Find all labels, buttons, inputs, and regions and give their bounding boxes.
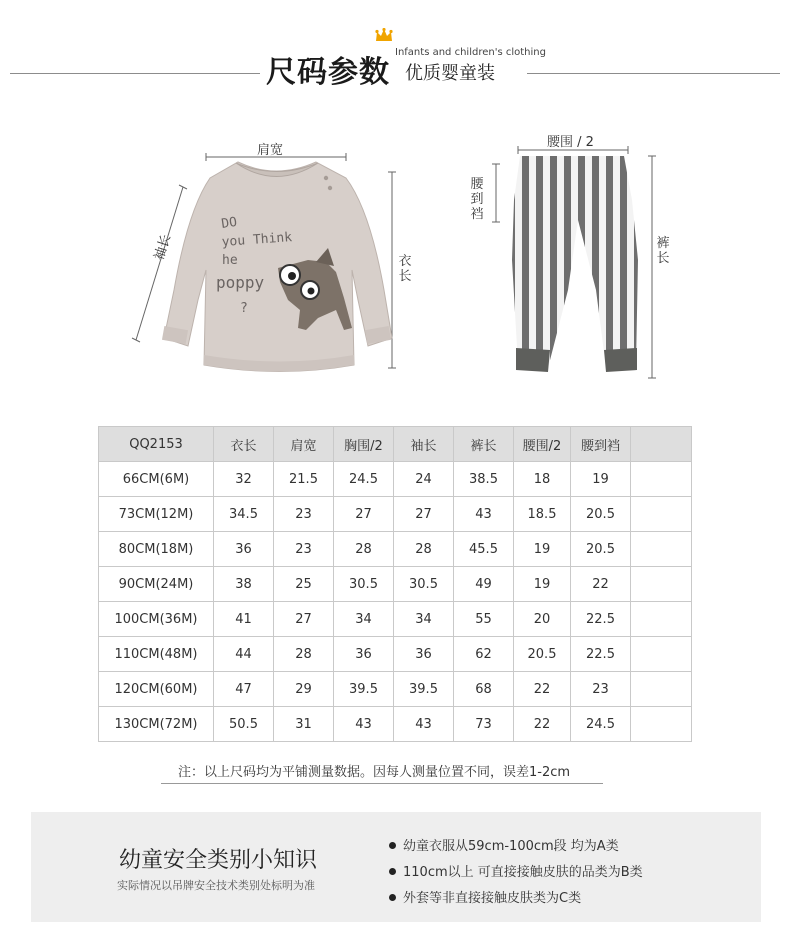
table-row xyxy=(99,532,692,567)
column-header xyxy=(631,427,692,462)
size-cell: 110CM(48M) xyxy=(99,637,214,672)
size-cell: 130CM(72M) xyxy=(99,707,214,742)
measurement-cell: 19 xyxy=(514,532,571,567)
info-bullet-text: 110cm以上 可直接接触皮肤的品类为B类 xyxy=(403,865,643,880)
size-cell: 66CM(6M) xyxy=(99,462,214,497)
rise-measure-line xyxy=(492,164,500,222)
bullet-icon xyxy=(389,868,396,875)
measurement-cell: 28 xyxy=(334,532,394,567)
measurement-cell: 23 xyxy=(274,497,334,532)
measurement-cell: 28 xyxy=(274,637,334,672)
info-box-title: 幼童安全类别小知识 xyxy=(119,848,318,873)
pants-figure xyxy=(480,140,660,385)
column-header: 衣长 xyxy=(214,427,274,462)
size-cell: 73CM(12M) xyxy=(99,497,214,532)
length-label: 衣长 xyxy=(398,254,412,284)
measurement-cell: 20.5 xyxy=(514,637,571,672)
table-row xyxy=(99,497,692,532)
bullet-icon xyxy=(389,894,396,901)
measurement-cell xyxy=(631,497,692,532)
table-row xyxy=(99,672,692,707)
measurement-cell: 22 xyxy=(514,707,571,742)
measurement-cell: 19 xyxy=(514,567,571,602)
table-row xyxy=(99,637,692,672)
measurement-cell: 21.5 xyxy=(274,462,334,497)
measurement-cell: 22 xyxy=(571,567,631,602)
subtitle-english: Infants and children's clothing xyxy=(395,47,546,58)
pants-length-measure-line xyxy=(648,156,656,378)
print-line-5: ? xyxy=(240,301,248,316)
page-title: 尺码参数 xyxy=(266,55,390,90)
measurement-cell: 24.5 xyxy=(334,462,394,497)
measurement-cell: 62 xyxy=(454,637,514,672)
info-bullet-text: 幼童衣服从59cm-100cm段 均为A类 xyxy=(403,839,619,854)
shoulder-label: 肩宽 xyxy=(257,143,284,158)
measurement-cell: 68 xyxy=(454,672,514,707)
measurement-cell: 31 xyxy=(274,707,334,742)
measurement-cell: 29 xyxy=(274,672,334,707)
waist-measure-line xyxy=(518,146,628,154)
measurement-cell xyxy=(631,707,692,742)
header-rule-right xyxy=(527,73,780,74)
shoulder-measure-line xyxy=(206,153,346,161)
size-cell: 120CM(60M) xyxy=(99,672,214,707)
measurement-cell: 23 xyxy=(571,672,631,707)
subtitle-chinese: 优质婴童装 xyxy=(405,63,495,84)
measurement-cell xyxy=(631,567,692,602)
bullet-icon xyxy=(389,842,396,849)
measurement-cell: 28 xyxy=(394,532,454,567)
left-cuff xyxy=(516,348,550,372)
measurement-cell: 27 xyxy=(394,497,454,532)
measurement-cell: 55 xyxy=(454,602,514,637)
measurement-cell: 30.5 xyxy=(394,567,454,602)
header-rule-left xyxy=(10,73,260,74)
measurement-cell: 18 xyxy=(514,462,571,497)
info-bullet-text: 外套等非直接接触皮肤类为C类 xyxy=(403,891,582,906)
info-bullet xyxy=(389,887,581,906)
measurement-cell: 32 xyxy=(214,462,274,497)
measurement-cell xyxy=(631,462,692,497)
measurement-cell: 23 xyxy=(274,532,334,567)
measurement-cell: 39.5 xyxy=(394,672,454,707)
shirt-figure xyxy=(130,150,430,385)
table-row xyxy=(99,567,692,602)
measurement-note: 注：以上尺码均为平铺测量数据。因每人测量位置不同，误差1-2cm xyxy=(178,765,571,780)
crown-icon xyxy=(374,28,394,44)
safety-info-box xyxy=(31,812,761,922)
table-row xyxy=(99,707,692,742)
measurement-cell: 24 xyxy=(394,462,454,497)
measurement-cell: 20.5 xyxy=(571,497,631,532)
measurement-cell: 20.5 xyxy=(571,532,631,567)
measurement-cell: 19 xyxy=(571,462,631,497)
info-bullet xyxy=(389,861,643,880)
measurement-cell: 22 xyxy=(514,672,571,707)
column-header: 袖长 xyxy=(394,427,454,462)
measurement-cell: 47 xyxy=(214,672,274,707)
measurement-cell: 24.5 xyxy=(571,707,631,742)
measurement-cell: 41 xyxy=(214,602,274,637)
rise-label: 腰到裆 xyxy=(470,177,484,222)
measurement-cell: 22.5 xyxy=(571,637,631,672)
style-code-header: QQ2153 xyxy=(99,427,214,462)
sleeve-label: 袖长 xyxy=(151,232,175,263)
measurement-cell: 36 xyxy=(394,637,454,672)
table-header-row xyxy=(99,427,692,462)
print-line-1: DO xyxy=(220,214,239,232)
measurement-cell xyxy=(631,637,692,672)
measurement-cell: 27 xyxy=(334,497,394,532)
measurement-cell: 49 xyxy=(454,567,514,602)
info-bullet xyxy=(389,835,619,854)
size-table xyxy=(98,426,692,742)
measurement-cell: 73 xyxy=(454,707,514,742)
print-line-4: poppy xyxy=(216,273,265,292)
measurement-cell: 22.5 xyxy=(571,602,631,637)
note-underline xyxy=(161,783,603,784)
right-cuff xyxy=(604,348,637,372)
measurement-cell: 34 xyxy=(334,602,394,637)
column-header: 裤长 xyxy=(454,427,514,462)
column-header: 肩宽 xyxy=(274,427,334,462)
table-row xyxy=(99,462,692,497)
measurement-cell: 36 xyxy=(214,532,274,567)
size-cell: 90CM(24M) xyxy=(99,567,214,602)
column-header: 腰到裆 xyxy=(571,427,631,462)
measurement-cell: 39.5 xyxy=(334,672,394,707)
measurement-cell xyxy=(631,672,692,707)
measurement-cell: 20 xyxy=(514,602,571,637)
measurement-cell: 34.5 xyxy=(214,497,274,532)
measurement-cell: 34 xyxy=(394,602,454,637)
column-header: 胸围/2 xyxy=(334,427,394,462)
measurement-cell xyxy=(631,602,692,637)
column-header: 腰围/2 xyxy=(514,427,571,462)
measurement-cell: 43 xyxy=(454,497,514,532)
size-cell: 100CM(36M) xyxy=(99,602,214,637)
waist-label: 腰围 / 2 xyxy=(547,135,594,150)
measurement-cell: 43 xyxy=(394,707,454,742)
measurement-cell: 18.5 xyxy=(514,497,571,532)
table-row xyxy=(99,602,692,637)
pants-length-label: 裤长 xyxy=(656,236,670,266)
measurement-cell: 36 xyxy=(334,637,394,672)
measurement-cell: 27 xyxy=(274,602,334,637)
measurement-cell: 25 xyxy=(274,567,334,602)
print-line-2: you Think xyxy=(221,230,293,250)
measurement-cell xyxy=(631,532,692,567)
measurement-cell: 38.5 xyxy=(454,462,514,497)
measurement-cell: 44 xyxy=(214,637,274,672)
print-line-3: he xyxy=(222,253,238,268)
size-cell: 80CM(18M) xyxy=(99,532,214,567)
shirt-body xyxy=(164,162,392,372)
measurement-cell: 30.5 xyxy=(334,567,394,602)
info-box-subtitle: 实际情况以吊牌安全技术类别处标明为准 xyxy=(117,879,315,892)
measurement-cell: 45.5 xyxy=(454,532,514,567)
measurement-cell: 50.5 xyxy=(214,707,274,742)
measurement-cell: 38 xyxy=(214,567,274,602)
measurement-cell: 43 xyxy=(334,707,394,742)
